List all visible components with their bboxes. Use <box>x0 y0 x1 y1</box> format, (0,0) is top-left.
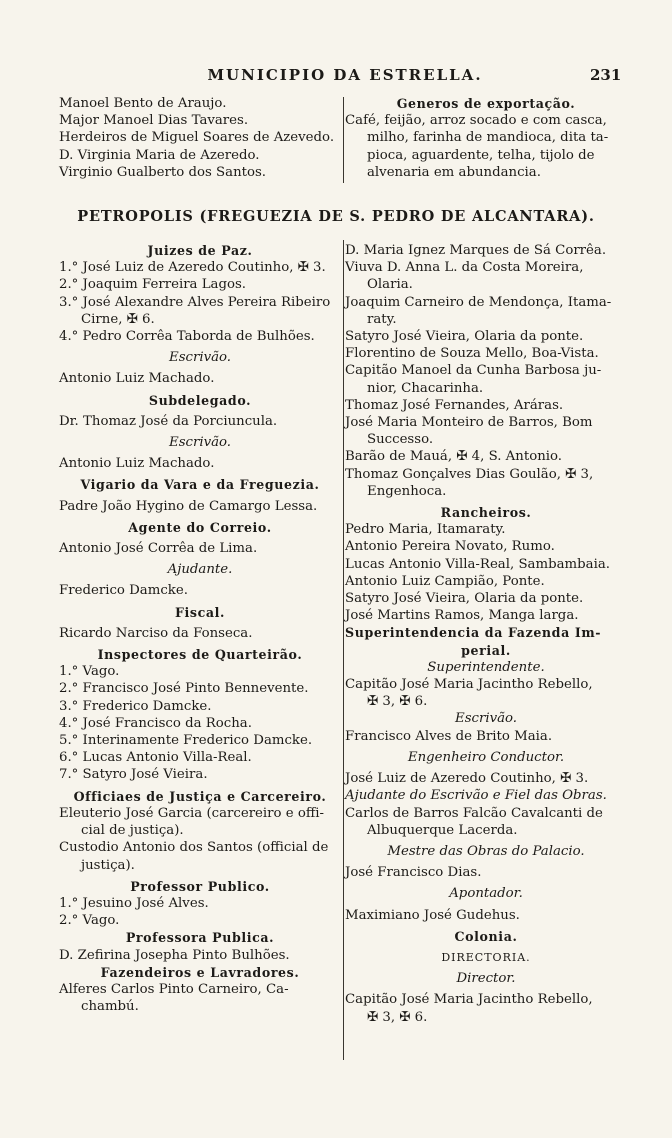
list-item: chambú. <box>81 999 139 1015</box>
export-goods-heading: Generos de exportação. <box>396 96 576 111</box>
text-line: milho, farinha de mandioca, dita ta- <box>367 130 609 146</box>
list-item: Major Manoel Dias Tavares. <box>59 113 249 129</box>
list-item: 6.° Lucas Antonio Villa-Real. <box>59 750 252 766</box>
escrivao-label: Escrivão. <box>168 435 232 451</box>
apontador-name: Maximiano José Gudehus. <box>345 907 520 923</box>
column-divider-main <box>343 240 344 1060</box>
top-left-list <box>59 95 341 181</box>
mestre-label: Mestre das Obras do Palacio. <box>387 843 585 859</box>
list-item: 3.° José Alexandre Alves Pereira Ribeiro <box>59 294 331 310</box>
superintendente-label: Superintendente. <box>427 659 545 675</box>
fiscal-heading: Fiscal. <box>174 604 225 620</box>
mestre-name: José Francisco Dias. <box>345 865 482 881</box>
list-item: Engenhoca. <box>367 483 447 499</box>
list-item: Lucas Antonio Villa-Real, Sambambaia. <box>345 556 610 572</box>
list-item: Antonio Luiz Campião, Ponte. <box>345 573 545 589</box>
column-divider-top <box>343 97 344 183</box>
engenheiro-name: José Luiz de Azeredo Coutinho, ✠ 3. <box>345 771 589 787</box>
list-item: Capitão José Maria Jacintho Rebello, <box>345 677 593 693</box>
list-item: ✠ 3, ✠ 6. <box>367 1009 428 1025</box>
correio-heading: Agente do Correio. <box>128 519 272 535</box>
list-item: 1.° Vago. <box>59 664 120 680</box>
list-item: D. Maria Ignez Marques de Sá Corrêa. <box>345 243 607 258</box>
inspectores-heading: Inspectores de Quarteirão. <box>97 647 303 663</box>
fazendeiros-heading: Fazendeiros e Lavradores. <box>100 964 300 980</box>
list-item: Successo. <box>367 432 434 448</box>
list-item: 4.° José Francisco da Rocha. <box>59 715 252 731</box>
list-item: D. Virginia Maria de Azeredo. <box>59 147 260 163</box>
list-item: Capitão Manoel da Cunha Barbosa ju- <box>345 363 602 379</box>
list-item: Barão de Mauá, ✠ 4, S. Antonio. <box>345 449 563 465</box>
subdelegado-heading: Subdelegado. <box>148 392 252 408</box>
officiaes-heading: Officiaes de Justiça e Carcereiro. <box>73 788 327 804</box>
list-item: 1.° Jesuino José Alves. <box>59 895 209 911</box>
export-goods-block <box>345 95 627 181</box>
vigario-heading: Vigario da Vara e da Freguezia. <box>80 477 320 493</box>
escrivao-name: Antonio Luiz Machado. <box>59 456 215 472</box>
ajudante-name: Frederico Damcke. <box>59 583 188 599</box>
director-label: Director. <box>456 971 516 987</box>
colonia-heading: Colonia. <box>454 928 518 944</box>
list-item: Joaquim Carneiro de Mendonça, Itama- <box>345 294 612 310</box>
list-item: 2.° Joaquim Ferreira Lagos. <box>59 277 247 293</box>
professor-heading: Professor Publico. <box>130 878 270 894</box>
list-item: Manoel Bento de Araujo. <box>59 96 227 111</box>
list-item: Eleuterio José Garcia (carcereiro e offi- <box>59 805 325 821</box>
list-item: Olaria. <box>367 277 413 293</box>
list-item: José Martins Ramos, Manga larga. <box>345 608 579 624</box>
superintendencia-heading: Superintendencia da Fazenda Im- <box>345 625 602 641</box>
list-item: Alferes Carlos Pinto Carneiro, Ca- <box>59 981 289 997</box>
superintendencia-heading-cont: perial. <box>461 642 511 658</box>
list-item: 7.° Satyro José Vieira. <box>59 767 208 783</box>
list-item: nior, Chacarinha. <box>367 380 484 396</box>
right-column <box>345 242 627 1026</box>
list-item: Capitão José Maria Jacintho Rebello, <box>345 992 593 1008</box>
list-item: 5.° Interinamente Frederico Damcke. <box>59 733 313 749</box>
list-item: justiça). <box>81 857 135 873</box>
left-column <box>59 242 341 1015</box>
list-item: Satyro José Vieira, Olaria da ponte. <box>345 591 584 607</box>
list-item: 2.° Francisco José Pinto Bennevente. <box>59 681 309 697</box>
correio-name: Antonio José Corrêa de Lima. <box>59 541 258 557</box>
professora-name: D. Zefirina Josepha Pinto Bulhões. <box>59 947 290 963</box>
list-item: Thomaz José Fernandes, Aráras. <box>345 397 564 413</box>
section-title: PETROPOLIS (FREGUEZIA DE S. PEDRO DE ALCANTARA). <box>77 208 595 225</box>
list-item: Albuquerque Lacerda. <box>367 822 518 838</box>
apontador-label: Apontador. <box>449 886 523 902</box>
list-item: cial de justiça). <box>81 823 184 839</box>
text-line: pioca, aguardente, telha, tijolo de <box>367 147 595 163</box>
list-item: Antonio Pereira Novato, Rumo. <box>345 539 555 555</box>
subdelegado-name: Dr. Thomaz José da Porciuncula. <box>59 413 278 429</box>
juizes-heading: Juizes de Paz. <box>147 243 253 258</box>
escrivao-label: Escrivão. <box>168 350 232 366</box>
list-item: Pedro Maria, Itamaraty. <box>345 522 506 538</box>
directoria-heading: DIRECTORIA. <box>441 950 531 964</box>
fiscal-name: Ricardo Narciso da Fonseca. <box>59 625 253 641</box>
engenheiro-label: Engenheiro Conductor. <box>407 749 565 765</box>
running-head <box>0 66 672 90</box>
list-item: José Maria Monteiro de Barros, Bom <box>345 415 593 431</box>
rancheiros-heading: Rancheiros. <box>440 505 532 521</box>
list-item: Virginio Gualberto dos Santos. <box>59 164 267 180</box>
list-item: Custodio Antonio dos Santos (official de <box>59 840 329 856</box>
text-line: Café, feijão, arroz socado e com casca, <box>345 113 607 129</box>
list-item: 4.° Pedro Corrêa Taborda de Bulhões. <box>59 329 315 345</box>
escrivao-label: Escrivão. <box>454 711 518 727</box>
list-item: Viuva D. Anna L. da Costa Moreira, <box>345 260 584 276</box>
ajudante-label: Ajudante do Escrivão e Fiel das Obras. <box>345 788 607 804</box>
ajudante-label: Ajudante. <box>167 562 233 578</box>
list-item: raty. <box>367 311 397 327</box>
list-item: Herdeiros de Miguel Soares de Azevedo. <box>59 130 335 146</box>
list-item: Satyro José Vieira, Olaria da ponte. <box>345 329 584 345</box>
list-item: ✠ 3, ✠ 6. <box>367 694 428 710</box>
list-item: Carlos de Barros Falcão Cavalcanti de <box>345 805 603 821</box>
vigario-name: Padre João Hygino de Camargo Lessa. <box>59 498 318 514</box>
professora-heading: Professora Publica. <box>125 930 275 946</box>
list-item: 3.° Frederico Damcke. <box>59 698 212 714</box>
running-title: MUNICIPIO DA ESTRELLA. <box>207 66 483 84</box>
list-item: Cirne, ✠ 6. <box>81 311 155 327</box>
list-item: 1.° José Luiz de Azeredo Coutinho, ✠ 3. <box>59 260 326 276</box>
list-item: Florentino de Souza Mello, Boa-Vista. <box>345 346 599 362</box>
escrivao-name: Antonio Luiz Machado. <box>59 371 215 387</box>
list-item: 2.° Vago. <box>59 913 120 929</box>
escrivao-name: Francisco Alves de Brito Maia. <box>345 728 553 744</box>
page-number: 231 <box>590 66 622 84</box>
list-item: Thomaz Gonçalves Dias Goulão, ✠ 3, <box>345 466 594 482</box>
text-line: alvenaria em abundancia. <box>367 164 541 180</box>
